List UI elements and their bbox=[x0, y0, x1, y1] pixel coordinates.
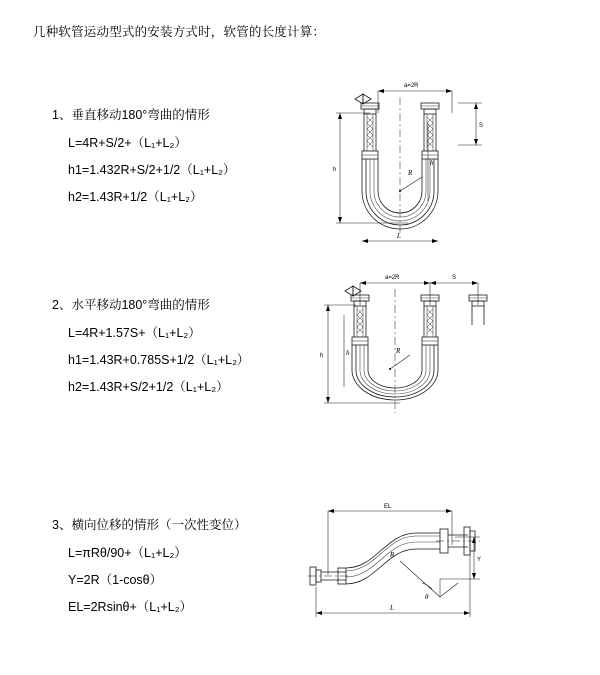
svg-text:θ: θ bbox=[425, 593, 429, 601]
section-3-formula-2: Y=2R（1-cosθ） bbox=[68, 573, 163, 587]
section-3-figure bbox=[290, 497, 500, 627]
svg-text:a=2R: a=2R bbox=[404, 83, 419, 89]
section-1-text bbox=[52, 105, 302, 214]
svg-text:R: R bbox=[390, 551, 395, 559]
section-2-formula-1: L=4R+1.57S+（L₁+L₂） bbox=[68, 326, 201, 340]
section-1-formula-3: h2=1.43R+1/2（L₁+L₂） bbox=[68, 190, 203, 204]
section-2-formula-2: h1=1.43R+0.785S+1/2（L₁+L₂） bbox=[68, 353, 250, 367]
svg-text:L: L bbox=[397, 232, 401, 240]
section-2-title: 2、水平移动180°弯曲的情形 bbox=[52, 298, 210, 312]
svg-text:EL: EL bbox=[384, 504, 392, 510]
svg-text:h: h bbox=[430, 159, 434, 167]
horizontal-180-bend-diagram bbox=[300, 263, 500, 448]
section-3-text bbox=[52, 515, 302, 624]
intro-text: 几种软管运动型式的安装方式时，软管的长度计算： bbox=[33, 25, 326, 39]
svg-text:L: L bbox=[390, 604, 394, 612]
section-3-title: 3、横向位移的情形（一次性变位） bbox=[52, 518, 247, 532]
svg-text:S: S bbox=[452, 275, 457, 281]
section-3-formula-3: EL=2Rsinθ+（L₁+L₂） bbox=[68, 600, 193, 614]
svg-text:R: R bbox=[408, 169, 413, 177]
section-2-formula-3: h2=1.43R+S/2+1/2（L₁+L₂） bbox=[68, 380, 229, 394]
svg-text:a=2R: a=2R bbox=[385, 275, 400, 281]
section-1-title: 1、垂直移动180°弯曲的情形 bbox=[52, 108, 210, 122]
svg-text:h: h bbox=[320, 353, 324, 359]
svg-text:R: R bbox=[396, 347, 401, 355]
svg-text:S: S bbox=[479, 123, 484, 129]
svg-text:Y: Y bbox=[477, 557, 482, 563]
section-3-formula-1: L=πRθ/90+（L₁+L₂） bbox=[68, 546, 187, 560]
svg-text:h: h bbox=[346, 349, 350, 357]
section-2-text bbox=[52, 295, 302, 404]
svg-text:h: h bbox=[333, 167, 337, 173]
vertical-180-bend-diagram bbox=[300, 73, 500, 268]
section-1-formula-1: L=4R+S/2+（L₁+L₂） bbox=[68, 136, 187, 150]
section-2-figure bbox=[300, 263, 500, 448]
section-1-formula-2: h1=1.432R+S/2+1/2（L₁+L₂） bbox=[68, 163, 236, 177]
section-1-figure bbox=[300, 73, 500, 268]
lateral-offset-diagram bbox=[290, 497, 500, 627]
